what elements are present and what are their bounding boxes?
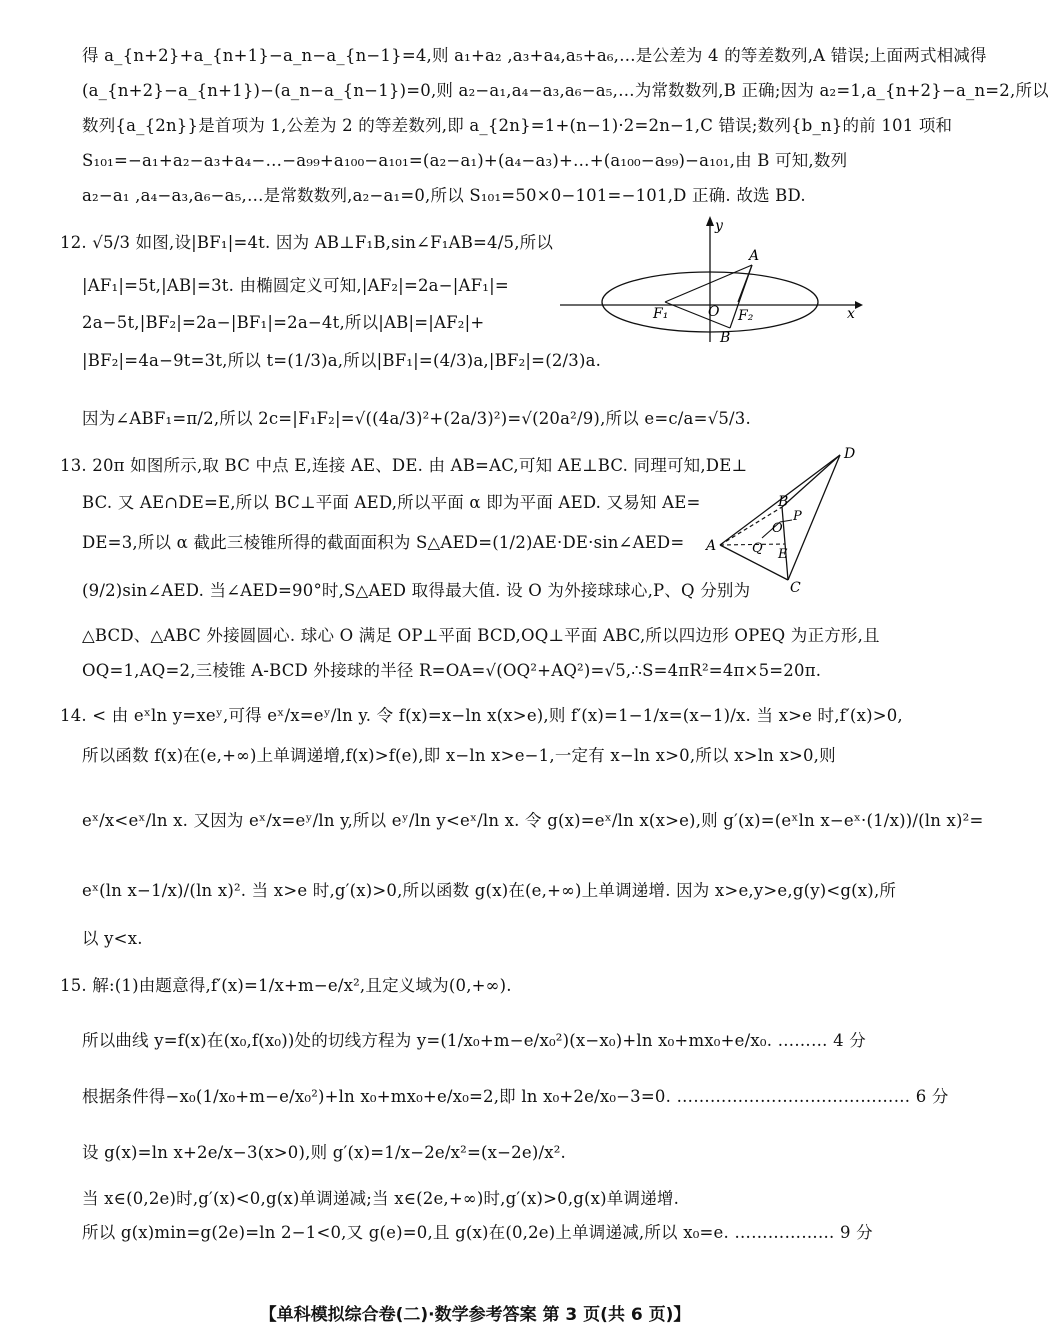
q15-line-6: 所以 g(x)min=g(2e)=ln 2−1<0,又 g(e)=0,且 g(x)在(0,2e)上单调递减,所以 x₀=e. ……………… 9 分	[82, 1223, 873, 1242]
text-line-3: 数列{a_{2n}}是首项为 1,公差为 2 的等差数列,即 a_{2n}=1+(n−1)·2=2n−1,C 错误;数列{b_n}的前 101 项和	[82, 116, 953, 135]
ellipse-diagram	[560, 210, 870, 350]
q12-line-4: |BF₂|=4a−9t=3t,所以 t=(1/3)a,所以|BF₁|=(4/3)a,|BF₂|=(2/3)a.	[82, 351, 602, 370]
label-f2: F₂	[738, 308, 754, 324]
label-a: A	[749, 248, 760, 264]
q14-line-5: 以 y<x.	[82, 929, 143, 948]
q15-line-5: 当 x∈(0,2e)时,g′(x)<0,g(x)单调递减;当 x∈(2e,+∞)时,g′(x)>0,g(x)单调递增.	[82, 1189, 680, 1208]
label-p: P	[793, 509, 802, 524]
q12-line-3: 2a−5t,|BF₂|=2a−|BF₁|=2a−4t,所以|AB|=|AF₂|+	[82, 313, 485, 332]
text-line-2: (a_{n+2}−a_{n+1})−(a_n−a_{n−1})=0,则 a₂−a₁,a₄−a₃,a₆−a₅,…为常数数列,B 正确;因为 a₂=1,a_{n+2}−a_n=2,所以	[82, 81, 1049, 100]
x-axis-arrow	[855, 301, 863, 309]
q15-line-3: 根据条件得−x₀(1/x₀+m−e/x₀²)+ln x₀+mx₀+e/x₀=2,即 ln x₀+2e/x₀−3=0. …………………………………… 6 分	[82, 1087, 949, 1106]
label-e: E	[778, 547, 788, 562]
label-x: x	[847, 306, 855, 322]
edge-db	[782, 455, 840, 507]
label-f1: F₁	[653, 306, 669, 322]
q14-line-4: eˣ(ln x−1/x)/(ln x)². 当 x>e 时,g′(x)>0,所以函数 g(x)在(e,+∞)上单调递增. 因为 x>e,y>e,g(y)<g(x),所	[82, 881, 897, 900]
segment-f1-a	[665, 265, 752, 302]
q14-line-3: eˣ/x<eˣ/ln x. 又因为 eˣ/x=eʸ/ln y,所以 eʸ/ln y<eˣ/ln x. 令 g(x)=eˣ/ln x(x>e),则 g′(x)=(eˣln x−eˣ·(1/x))/(ln x)²=	[82, 811, 984, 830]
text-line-1: 得 a_{n+2}+a_{n+1}−a_n−a_{n−1}=4,则 a₁+a₂ ,a₃+a₄,a₅+a₆,…是公差为 4 的等差数列,A 错误;上面两式相减得	[82, 46, 987, 65]
q13-line-4: (9/2)sin∠AED. 当∠AED=90°时,S△AED 取得最大值. 设 O 为外接球球心,P、Q 分别为	[82, 581, 751, 600]
label-o-pyr: O	[772, 521, 783, 536]
label-a-pyr: A	[706, 538, 717, 554]
text-line-4: S₁₀₁=−a₁+a₂−a₃+a₄−…−a₉₉+a₁₀₀−a₁₀₁=(a₂−a₁)+(a₄−a₃)+…+(a₁₀₀−a₉₉)−a₁₀₁,由 B 可知,数列	[82, 151, 848, 170]
label-q: Q	[752, 541, 763, 556]
q15-line-4: 设 g(x)=ln x+2e/x−3(x>0),则 g′(x)=1/x−2e/x²=(x−2e)/x².	[82, 1143, 566, 1162]
q13-line-5: △BCD、△ABC 外接圆圆心. 球心 O 满足 OP⊥平面 BCD,OQ⊥平面 ABC,所以四边形 OPEQ 为正方形,且	[82, 626, 880, 645]
q13-line-3: DE=3,所以 α 截此三棱锥所得的截面面积为 S△AED=(1/2)AE·DE·sin∠AED=	[82, 533, 685, 552]
label-b-pyr: B	[778, 494, 789, 510]
q13-line-2: BC. 又 AE∩DE=E,所以 BC⊥平面 AED,所以平面 α 即为平面 AED. 又易知 AE=	[82, 493, 701, 512]
text-line-5: a₂−a₁ ,a₄−a₃,a₆−a₅,…是常数数列,a₂−a₁=0,所以 S₁₀₁=50×0−101=−101,D 正确. 故选 BD.	[82, 186, 806, 205]
q13-line-1: 13. 20π 如图所示,取 BC 中点 E,连接 AE、DE. 由 AB=AC,可知 AE⊥BC. 同理可知,DE⊥	[60, 456, 748, 475]
q12-line-1: 12. √5/3 如图,设|BF₁|=4t. 因为 AB⊥F₁B,sin∠F₁AB=4/5,所以	[60, 233, 554, 252]
label-c: C	[790, 580, 801, 596]
q15-line-1: 15. 解:(1)由题意得,f′(x)=1/x+m−e/x²,且定义域为(0,+∞).	[60, 976, 512, 995]
label-d: D	[844, 446, 856, 462]
label-y: y	[715, 218, 723, 234]
q13-line-6: OQ=1,AQ=2,三棱锥 A-BCD 外接球的半径 R=OA=√(OQ²+AQ²)=√5,∴S=4πR²=4π×5=20π.	[82, 661, 822, 680]
pyramid-diagram	[700, 440, 870, 600]
label-b: B	[720, 330, 731, 346]
page-footer: 【单科模拟综合卷(二)·数学参考答案 第 3 页(共 6 页)】	[259, 1305, 691, 1325]
edge-bc	[782, 507, 788, 580]
q14-line-2: 所以函数 f(x)在(e,+∞)上单调递增,f(x)>f(e),即 x−ln x>e−1,一定有 x−ln x>0,所以 x>ln x>0,则	[82, 746, 836, 765]
q12-line-5: 因为∠ABF₁=π/2,所以 2c=|F₁F₂|=√((4a/3)²+(2a/3)²)=√(20a²/9),所以 e=c/a=√5/3.	[82, 409, 751, 428]
q14-line-1: 14. < 由 eˣln y=xeʸ,可得 eˣ/x=eʸ/ln y. 令 f(x)=x−ln x(x>e),则 f′(x)=1−1/x=(x−1)/x. 当 x>e 时,f′(x)>0,	[60, 706, 903, 725]
q15-line-2: 所以曲线 y=f(x)在(x₀,f(x₀))处的切线方程为 y=(1/x₀+m−e/x₀²)(x−x₀)+ln x₀+mx₀+e/x₀. ……… 4 分	[82, 1031, 866, 1050]
segment-f1-b	[665, 302, 730, 328]
q12-line-2: |AF₁|=5t,|AB|=3t. 由椭圆定义可知,|AF₂|=2a−|AF₁|=	[82, 276, 509, 295]
label-o: O	[708, 304, 720, 320]
y-axis-arrow	[706, 216, 714, 226]
